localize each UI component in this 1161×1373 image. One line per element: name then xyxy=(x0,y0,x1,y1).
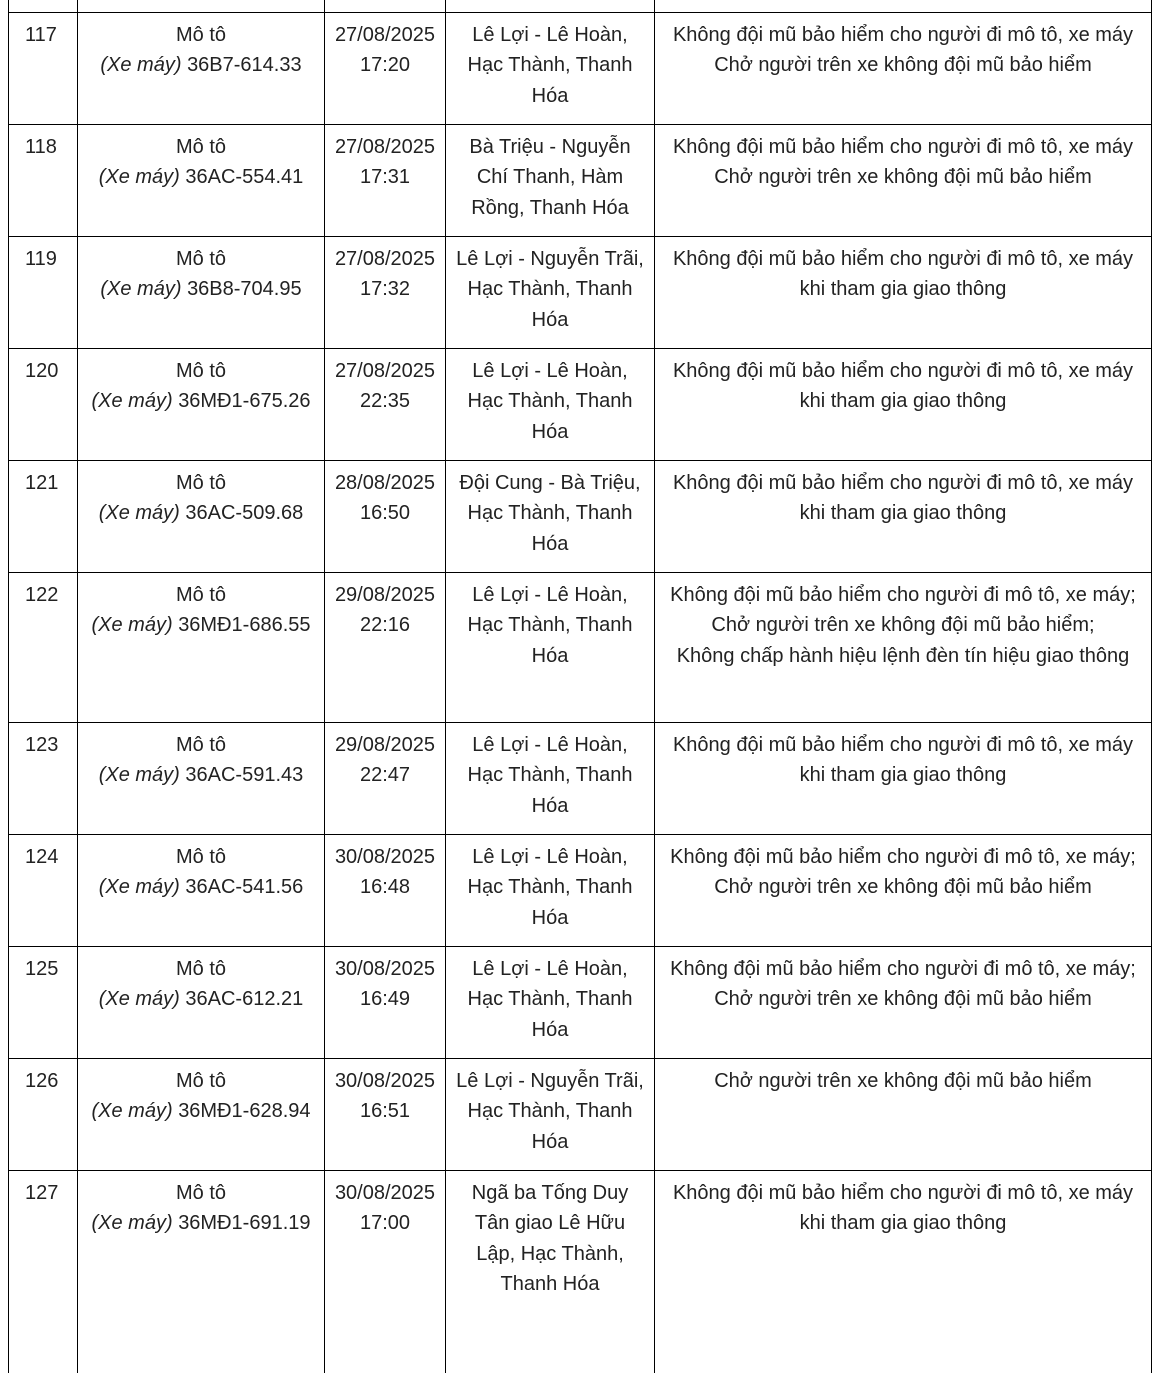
vehicle-cell xyxy=(78,947,325,1059)
violations-cell xyxy=(655,573,1152,723)
vehicle-plate-line xyxy=(82,1096,320,1126)
vehicle-plate-line xyxy=(82,872,320,902)
vehicle-plate-line xyxy=(82,386,320,416)
license-plate: 36MĐ1-686.55 xyxy=(178,614,311,637)
violation-date: 29/08/2025 xyxy=(334,734,436,756)
vehicle-plate-line xyxy=(82,984,320,1014)
violation-location: Lê Lợi - Lê Hoàn, Hạc Thành, Thanh Hóa xyxy=(467,24,633,107)
violation-description: Không đội mũ bảo hiểm cho người đi mô tô, xe máy xyxy=(672,24,1134,46)
violation-description: Không đội mũ bảo hiểm cho người đi mô tô, xe máy khi tham gia giao thông xyxy=(672,248,1134,301)
violation-description: Không đội mũ bảo hiểm cho người đi mô tô, xe máy; xyxy=(670,958,1136,980)
violation-description: Chở người trên xe không đội mũ bảo hiểm xyxy=(714,166,1092,189)
violation-description: Không đội mũ bảo hiểm cho người đi mô tô, xe máy khi tham gia giao thông xyxy=(672,1182,1134,1235)
violation-date: 30/08/2025 xyxy=(334,1182,436,1204)
license-plate: 36MĐ1-628.94 xyxy=(178,1100,311,1123)
violation-location: Lê Lợi - Nguyễn Trãi, Hạc Thành, Thanh Hóa xyxy=(456,1070,644,1153)
location-cell xyxy=(446,835,655,947)
violation-location: Lê Lợi - Lê Hoàn, Hạc Thành, Thanh Hóa xyxy=(467,360,633,443)
vehicle-subtype: (Xe máy) xyxy=(98,764,180,787)
vehicle-type: Mô tô xyxy=(175,958,227,980)
row-number: 127 xyxy=(25,1182,59,1204)
violations-table-body xyxy=(9,0,1152,1373)
license-plate: 36B8-704.95 xyxy=(187,278,302,301)
violation-time: 17:00 xyxy=(359,1212,411,1235)
vehicle-plate-line xyxy=(82,498,320,528)
violation-date: 27/08/2025 xyxy=(334,248,436,270)
license-plate: 36AC-554.41 xyxy=(185,166,304,189)
datetime-cell xyxy=(325,125,446,237)
datetime-cell xyxy=(325,1059,446,1171)
table-row xyxy=(9,1171,1152,1373)
violation-time: 16:48 xyxy=(359,876,411,899)
license-plate: 36AC-591.43 xyxy=(185,764,304,787)
violation-time: 16:50 xyxy=(359,502,411,525)
violations-cell xyxy=(655,947,1152,1059)
location-cell xyxy=(446,1171,655,1373)
violations-table xyxy=(8,0,1152,1373)
row-number: 123 xyxy=(25,734,59,756)
vehicle-subtype: (Xe máy) xyxy=(98,988,180,1011)
violation-date: 27/08/2025 xyxy=(334,360,436,382)
row-number: 122 xyxy=(25,584,59,606)
violation-date: 30/08/2025 xyxy=(334,1070,436,1092)
vehicle-subtype: (Xe máy) xyxy=(98,502,180,525)
violations-cell xyxy=(655,13,1152,125)
datetime-cell xyxy=(325,237,446,349)
table-row xyxy=(9,1059,1152,1171)
violations-cell xyxy=(655,349,1152,461)
vehicle-subtype: (Xe máy) xyxy=(100,278,182,301)
table-row xyxy=(9,461,1152,573)
license-plate: 36MĐ1-691.19 xyxy=(178,1212,311,1235)
vehicle-subtype: (Xe máy) xyxy=(98,166,180,189)
row-number-cell xyxy=(9,947,78,1059)
vehicle-subtype: (Xe máy) xyxy=(91,390,173,413)
table-row xyxy=(9,573,1152,723)
table-row xyxy=(9,125,1152,237)
row-number: 125 xyxy=(25,958,59,980)
vehicle-cell xyxy=(78,349,325,461)
location-cell xyxy=(446,349,655,461)
vehicle-cell xyxy=(78,835,325,947)
violation-time: 22:16 xyxy=(359,614,411,637)
violation-time: 17:32 xyxy=(359,278,411,301)
vehicle-type: Mô tô xyxy=(175,360,227,382)
license-plate: 36MĐ1-675.26 xyxy=(178,390,311,413)
vehicle-type: Mô tô xyxy=(175,734,227,756)
violations-cell xyxy=(655,461,1152,573)
location-cell xyxy=(446,125,655,237)
location-cell xyxy=(446,573,655,723)
row-number-cell xyxy=(9,723,78,835)
violation-location: Bà Triệu - Nguyễn Chí Thanh, Hàm Rồng, Thanh Hóa xyxy=(469,136,631,219)
violation-date: 27/08/2025 xyxy=(334,136,436,158)
license-plate: 36AC-509.68 xyxy=(185,502,304,525)
empty-cell xyxy=(655,0,1152,13)
violation-description: Chở người trên xe không đội mũ bảo hiểm xyxy=(714,54,1092,77)
empty-cell xyxy=(446,0,655,13)
violation-description: Chở người trên xe không đội mũ bảo hiểm xyxy=(714,876,1092,899)
location-cell xyxy=(446,947,655,1059)
row-number-cell xyxy=(9,835,78,947)
violations-cell xyxy=(655,1171,1152,1373)
violations-cell xyxy=(655,125,1152,237)
row-number: 117 xyxy=(25,24,57,46)
vehicle-cell xyxy=(78,723,325,835)
violation-location: Lê Lợi - Nguyễn Trãi, Hạc Thành, Thanh Hóa xyxy=(456,248,644,331)
empty-cell xyxy=(325,0,446,13)
violations-cell xyxy=(655,237,1152,349)
vehicle-cell xyxy=(78,461,325,573)
violation-description: Không đội mũ bảo hiểm cho người đi mô tô, xe máy khi tham gia giao thông xyxy=(672,734,1134,787)
violation-location: Lê Lợi - Lê Hoàn, Hạc Thành, Thanh Hóa xyxy=(467,846,633,929)
datetime-cell xyxy=(325,13,446,125)
vehicle-type: Mô tô xyxy=(175,1070,227,1092)
violation-location: Ngã ba Tống Duy Tân giao Lê Hữu Lập, Hạc Thành, Thanh Hóa xyxy=(471,1182,629,1296)
violation-time: 17:20 xyxy=(359,54,411,77)
violation-date: 27/08/2025 xyxy=(334,24,436,46)
row-number-cell xyxy=(9,237,78,349)
violation-description: Không đội mũ bảo hiểm cho người đi mô tô, xe máy; xyxy=(670,846,1136,868)
license-plate: 36AC-612.21 xyxy=(185,988,304,1011)
violations-cell xyxy=(655,835,1152,947)
table-row xyxy=(9,349,1152,461)
violation-time: 16:51 xyxy=(359,1100,411,1123)
violation-description: Không đội mũ bảo hiểm cho người đi mô tô, xe máy khi tham gia giao thông xyxy=(672,472,1134,525)
row-number: 124 xyxy=(25,846,59,868)
vehicle-type: Mô tô xyxy=(175,136,227,158)
table-row xyxy=(9,13,1152,125)
vehicle-cell xyxy=(78,237,325,349)
violation-time: 16:49 xyxy=(359,988,411,1011)
row-number-cell xyxy=(9,125,78,237)
vehicle-type: Mô tô xyxy=(175,846,227,868)
empty-cell xyxy=(78,0,325,13)
vehicle-cell xyxy=(78,13,325,125)
violation-time: 22:35 xyxy=(359,390,411,413)
vehicle-cell xyxy=(78,1171,325,1373)
vehicle-cell xyxy=(78,1059,325,1171)
violation-description: Chở người trên xe không đội mũ bảo hiểm xyxy=(714,988,1092,1011)
vehicle-cell xyxy=(78,125,325,237)
vehicle-plate-line xyxy=(82,274,320,304)
violations-cell xyxy=(655,723,1152,835)
violation-description: Không chấp hành hiệu lệnh đèn tín hiệu giao thông xyxy=(676,644,1130,667)
datetime-cell xyxy=(325,349,446,461)
violation-date: 29/08/2025 xyxy=(334,584,436,606)
location-cell xyxy=(446,237,655,349)
datetime-cell xyxy=(325,947,446,1059)
license-plate: 36AC-541.56 xyxy=(185,876,304,899)
vehicle-subtype: (Xe máy) xyxy=(100,54,182,77)
violation-location: Lê Lợi - Lê Hoàn, Hạc Thành, Thanh Hóa xyxy=(467,958,633,1041)
violation-time: 17:31 xyxy=(359,166,411,189)
vehicle-plate-line xyxy=(82,50,320,80)
vehicle-type: Mô tô xyxy=(175,584,227,606)
violation-location: Đội Cung - Bà Triệu, Hạc Thành, Thanh Hóa xyxy=(459,472,641,555)
violation-description: Chở người trên xe không đội mũ bảo hiểm; xyxy=(711,614,1095,637)
row-number: 126 xyxy=(25,1070,59,1092)
row-number-cell xyxy=(9,461,78,573)
datetime-cell xyxy=(325,835,446,947)
row-number-cell xyxy=(9,13,78,125)
violation-date: 30/08/2025 xyxy=(334,958,436,980)
violation-location: Lê Lợi - Lê Hoàn, Hạc Thành, Thanh Hóa xyxy=(467,584,633,667)
row-number-cell xyxy=(9,573,78,723)
vehicle-plate-line xyxy=(82,162,320,192)
vehicle-type: Mô tô xyxy=(175,472,227,494)
violation-description: Không đội mũ bảo hiểm cho người đi mô tô, xe máy xyxy=(672,136,1134,158)
violation-time: 22:47 xyxy=(359,764,411,787)
table-row xyxy=(9,947,1152,1059)
violation-description: Không đội mũ bảo hiểm cho người đi mô tô, xe máy khi tham gia giao thông xyxy=(672,360,1134,413)
vehicle-cell xyxy=(78,573,325,723)
vehicle-subtype: (Xe máy) xyxy=(98,876,180,899)
license-plate: 36B7-614.33 xyxy=(187,54,302,77)
vehicle-subtype: (Xe máy) xyxy=(91,1212,173,1235)
vehicle-type: Mô tô xyxy=(175,248,227,270)
location-cell xyxy=(446,461,655,573)
vehicle-type: Mô tô xyxy=(175,24,227,46)
vehicle-plate-line xyxy=(82,1208,320,1238)
datetime-cell xyxy=(325,461,446,573)
row-number: 121 xyxy=(25,472,59,494)
violation-date: 28/08/2025 xyxy=(334,472,436,494)
row-number: 118 xyxy=(25,136,57,158)
vehicle-subtype: (Xe máy) xyxy=(91,1100,173,1123)
vehicle-plate-line xyxy=(82,610,320,640)
table-row xyxy=(9,723,1152,835)
datetime-cell xyxy=(325,1171,446,1373)
vehicle-plate-line xyxy=(82,760,320,790)
datetime-cell xyxy=(325,573,446,723)
table-row xyxy=(9,237,1152,349)
datetime-cell xyxy=(325,723,446,835)
vehicle-type: Mô tô xyxy=(175,1182,227,1204)
violation-description: Không đội mũ bảo hiểm cho người đi mô tô, xe máy; xyxy=(670,584,1136,606)
empty-cell xyxy=(9,0,78,13)
violation-date: 30/08/2025 xyxy=(334,846,436,868)
table-row-previous xyxy=(9,0,1152,13)
row-number-cell xyxy=(9,1059,78,1171)
table-row xyxy=(9,835,1152,947)
row-number: 120 xyxy=(25,360,59,382)
location-cell xyxy=(446,13,655,125)
violation-description: Chở người trên xe không đội mũ bảo hiểm xyxy=(714,1070,1092,1092)
row-number-cell xyxy=(9,1171,78,1373)
row-number-cell xyxy=(9,349,78,461)
location-cell xyxy=(446,1059,655,1171)
location-cell xyxy=(446,723,655,835)
vehicle-subtype: (Xe máy) xyxy=(91,614,173,637)
violation-location: Lê Lợi - Lê Hoàn, Hạc Thành, Thanh Hóa xyxy=(467,734,633,817)
row-number: 119 xyxy=(25,248,57,270)
violations-cell xyxy=(655,1059,1152,1171)
